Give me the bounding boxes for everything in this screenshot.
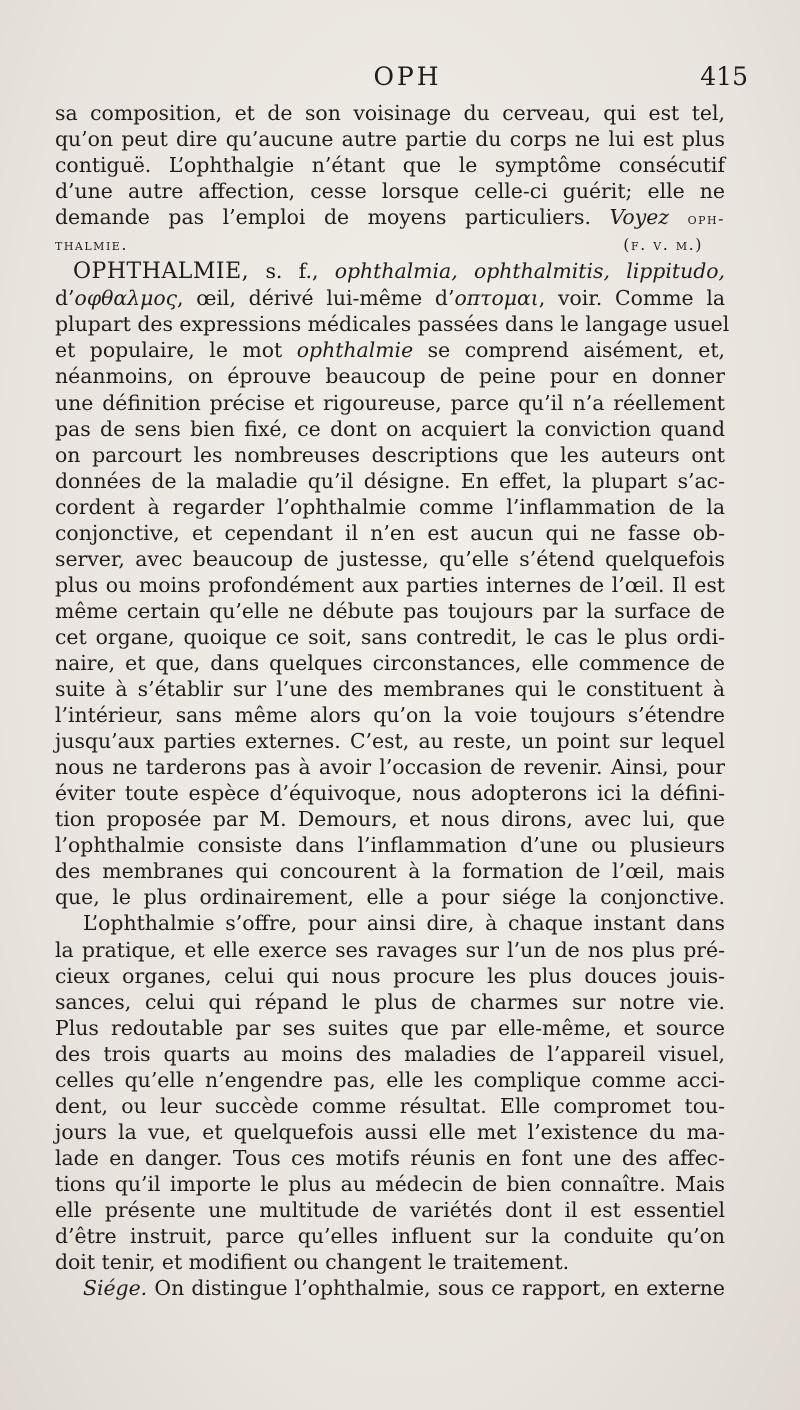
text-line: nous ne tarderons pas à avoir l’occasion de revenir. Ainsi, pour xyxy=(55,755,725,780)
entry-headword: OPHTHALMIE, xyxy=(73,259,250,285)
text-line: L’ophthalmie s’offre, pour ainsi dire, à chaque instant dans xyxy=(83,911,725,936)
text-fragment: , œil, dérivé lui-même d’ xyxy=(177,286,455,311)
text-line: l’intérieur, sans même alors qu’on la voie toujours s’étendre xyxy=(55,703,725,728)
text-line: qu’on peut dire qu’aucune autre partie du corps ne lui est plus xyxy=(55,127,725,152)
text-line: tion proposée par M. Demours, et nous dirons, avec lui, que xyxy=(55,807,725,832)
text-line: cieux organes, celui qui nous procure les plus douces jouis- xyxy=(55,963,725,988)
text-line: on parcourt les nombreuses descriptions que les auteurs ont xyxy=(55,442,725,467)
text-fragment: d’ xyxy=(55,286,75,311)
text-line: cordent à regarder l’ophthalmie comme l’inflammation de la xyxy=(55,494,725,519)
author-initials: (f. v. m.) xyxy=(623,235,703,255)
text-line xyxy=(55,337,725,363)
text-fragment: demande pas l’emploi de moyens particuliers. xyxy=(55,205,592,230)
body-text xyxy=(55,100,730,1301)
text-line: naire, et que, dans quelques circonstances, elle commence de xyxy=(55,650,725,675)
text-line: lade en danger. Tous ces motifs réunis en font une des affec- xyxy=(55,1145,725,1170)
emphasized-term: ophthalmie xyxy=(296,338,414,363)
text-line: conjonctive, et cependant il n’en est aucun qui ne fasse ob- xyxy=(55,520,725,545)
page-header xyxy=(55,62,760,102)
text-line: même certain qu’elle ne débute pas toujours par la surface de xyxy=(55,598,725,623)
text-line: contiguë. L’ophthalgie n’étant que le symptôme consécutif xyxy=(55,153,725,178)
text-line: suite à s’établir sur l’une des membranes qui le constituent à xyxy=(55,677,725,702)
text-line: plus ou moins profondément aux parties internes de l’œil. Il est xyxy=(55,572,725,597)
text-line: sa composition, et de son voisinage du cerveau, qui est tel, xyxy=(55,101,725,125)
text-line: néanmoins, on éprouve beaucoup de peine pour en donner xyxy=(55,364,725,389)
text-line: une définition précise et rigoureuse, parce qu’il n’a réellement xyxy=(55,390,725,415)
text-line: plupart des expressions médicales passées dans le langage usuel xyxy=(55,312,730,337)
text-line: Plus redoutable par ses suites que par elle-même, et source xyxy=(55,1015,725,1040)
text-line: que, le plus ordinairement, elle a pour siége la conjonctive. xyxy=(55,885,725,910)
text-line: des trois quarts au moins des maladies de l’appareil visuel, xyxy=(55,1041,725,1066)
section-label: Siége. xyxy=(83,1276,148,1301)
text-line xyxy=(55,1275,725,1301)
text-line: celles qu’elle n’engendre pas, elle les complique comme acci- xyxy=(55,1067,725,1092)
text-line: server, avec beaucoup de justesse, qu’elle s’étend quelquefois xyxy=(55,546,725,571)
entry-heading-line xyxy=(55,258,725,285)
text-line: jours la vue, et quelquefois aussi elle met l’existence du ma- xyxy=(55,1119,725,1144)
text-fragment: On distingue l’ophthalmie, sous ce rapport, en externe xyxy=(154,1276,725,1301)
latin-synonyms: ophthalmia, ophthalmitis, lippitudo, xyxy=(334,259,726,284)
greek-word: οπτομαι xyxy=(454,286,539,311)
text-line: tions qu’il importe le plus au médecin de bien connaître. Mais xyxy=(55,1171,725,1196)
greek-word: οφθαλμος xyxy=(74,286,178,311)
text-line: l’ophthalmie consiste dans l’inflammation d’une ou plusieurs xyxy=(55,833,725,858)
page-number: 415 xyxy=(700,62,748,91)
running-head: OPH xyxy=(373,62,442,91)
text-line: doit tenir, et modifient ou changent le traitement. xyxy=(55,1250,570,1275)
text-line xyxy=(55,232,725,258)
text-line xyxy=(55,285,725,311)
text-fragment: se comprend aisément, et, xyxy=(427,338,725,363)
text-line: pas de sens bien fixé, ce dont on acquiert la conviction quand xyxy=(55,416,725,441)
text-line: données de la maladie qu’il désigne. En effet, la plupart s’ac- xyxy=(55,468,725,493)
text-line: dent, ou leur succède comme résultat. Elle compromet tou- xyxy=(55,1093,725,1118)
text-fragment: , voir. Comme la xyxy=(538,286,725,311)
cross-reference: oph- xyxy=(687,209,726,229)
text-line: d’être instruit, parce qu’elles influent sur la conduite qu’on xyxy=(55,1224,725,1249)
text-line: jusqu’aux parties externes. C’est, au reste, un point sur lequel xyxy=(55,729,725,754)
text-line: la pratique, et elle exerce ses ravages sur l’un de nos plus pré- xyxy=(55,937,725,962)
text-line: elle présente une multitude de variétés dont il est essentiel xyxy=(55,1197,725,1222)
text-fragment: et populaire, le mot xyxy=(55,338,283,363)
text-line: sances, celui qui répand le plus de charmes sur notre vie. xyxy=(55,989,725,1014)
text-line: des membranes qui concourent à la formation de l’œil, mais xyxy=(55,859,725,884)
cross-reference: thalmie. xyxy=(55,235,128,255)
text-line: cet organe, quoique ce soit, sans contredit, le cas le plus ordi- xyxy=(55,624,725,649)
text-line xyxy=(55,204,725,232)
text-line: éviter toute espèce d’équivoque, nous adopterons ici la défini- xyxy=(55,781,725,806)
grammar-note: s. f., xyxy=(265,259,319,284)
text-line: d’une autre affection, cesse lorsque celle-ci guérit; elle ne xyxy=(55,179,725,204)
see-also-word: Voyez xyxy=(609,205,670,230)
